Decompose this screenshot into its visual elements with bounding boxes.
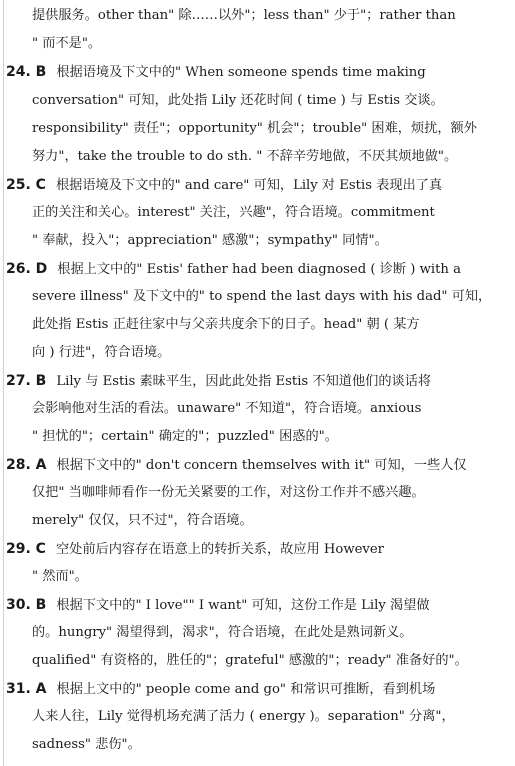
text-line: 正的关注和关心。interest" 关注，兴趣"，符合语境。commitment	[32, 205, 435, 220]
text-line: 此处指 Estis 正赶往家中与父亲共度余下的日子。head" 朝 ( 某方	[32, 317, 420, 332]
answer-number: 31. A	[6, 681, 47, 697]
text-line: severe illness" 及下文中的" to spend the last days with his dad" 可知，	[32, 289, 492, 304]
answer-28: 28. A 根据下文中的" don't concern themselves with it" 可知，一些人仅	[6, 457, 467, 473]
text-line: 向 ) 行进"，符合语境。	[32, 345, 171, 360]
answer-number: 29. C	[6, 541, 46, 557]
text-line: responsibility" 责任"；opportunity" 机会"；trouble" 困难，烦扰，额外	[32, 121, 477, 136]
text-line: 努力"，take the trouble to do sth. " 不辞辛劳地做，不厌其烦地做"。	[32, 149, 458, 164]
text-line: 仅把" 当咖啡师看作一份无关紧要的工作，对这份工作并不感兴趣。	[32, 485, 425, 500]
text-line: 的。hungry" 渴望得到，渴求"，符合语境，在此处是熟词新义。	[32, 625, 413, 640]
answer-number: 30. B	[6, 597, 47, 613]
text-line: merely" 仅仅，只不过"，符合语境。	[32, 513, 253, 528]
text-line: 人来人往，Lily 觉得机场充满了活力 ( energy )。separation" 分离"，	[32, 709, 455, 724]
answer-31: 31. A 根据上文中的" people come and go" 和常识可推断，看到机场	[6, 681, 436, 697]
page-edge-divider	[3, 0, 4, 766]
text-line: 提供服务。other than" 除……以外"；less than" 少于"；rather than	[32, 8, 456, 23]
answer-number: 27. B	[6, 373, 47, 389]
answer-25: 25. C 根据语境及下文中的" and care" 可知，Lily 对 Estis 表现出了真	[6, 177, 443, 193]
text-line: conversation" 可知，此处指 Lily 还花时间 ( time ) 与 Estis 交谈。	[32, 93, 444, 108]
text-line: " 奉献，投入"；appreciation" 感激"；sympathy" 同情"。	[32, 233, 388, 248]
text-line: 会影响他对生活的看法。unaware" 不知道"，符合语境。anxious	[32, 401, 422, 416]
text-line: qualified" 有资格的，胜任的"；grateful" 感激的"；ready" 准备好的"。	[32, 653, 468, 668]
answer-29: 29. C 空处前后内容存在语意上的转折关系，故应用 However	[6, 541, 384, 557]
answer-number: 25. C	[6, 177, 46, 193]
answer-24: 24. B 根据语境及下文中的" When someone spends time making	[6, 64, 426, 80]
answer-27: 27. B Lily 与 Estis 素昧平生，因此此处指 Estis 不知道他们的谈话将	[6, 373, 432, 389]
text-line: " 而不是"。	[32, 36, 102, 51]
text-line: " 担忧的"；certain" 确定的"；puzzled" 困惑的"。	[32, 429, 338, 444]
answer-number: 26. D	[6, 261, 48, 277]
answer-30: 30. B 根据下文中的" I love"" I want" 可知，这份工作是 Lily 渴望做	[6, 597, 430, 613]
answer-26: 26. D 根据上文中的" Estis' father had been diagnosed ( 诊断 ) with a	[6, 261, 461, 277]
answer-number: 24. B	[6, 64, 47, 80]
text-line: " 然而"。	[32, 569, 88, 584]
answer-number: 28. A	[6, 457, 47, 473]
text-line: sadness" 悲伤"。	[32, 737, 141, 752]
